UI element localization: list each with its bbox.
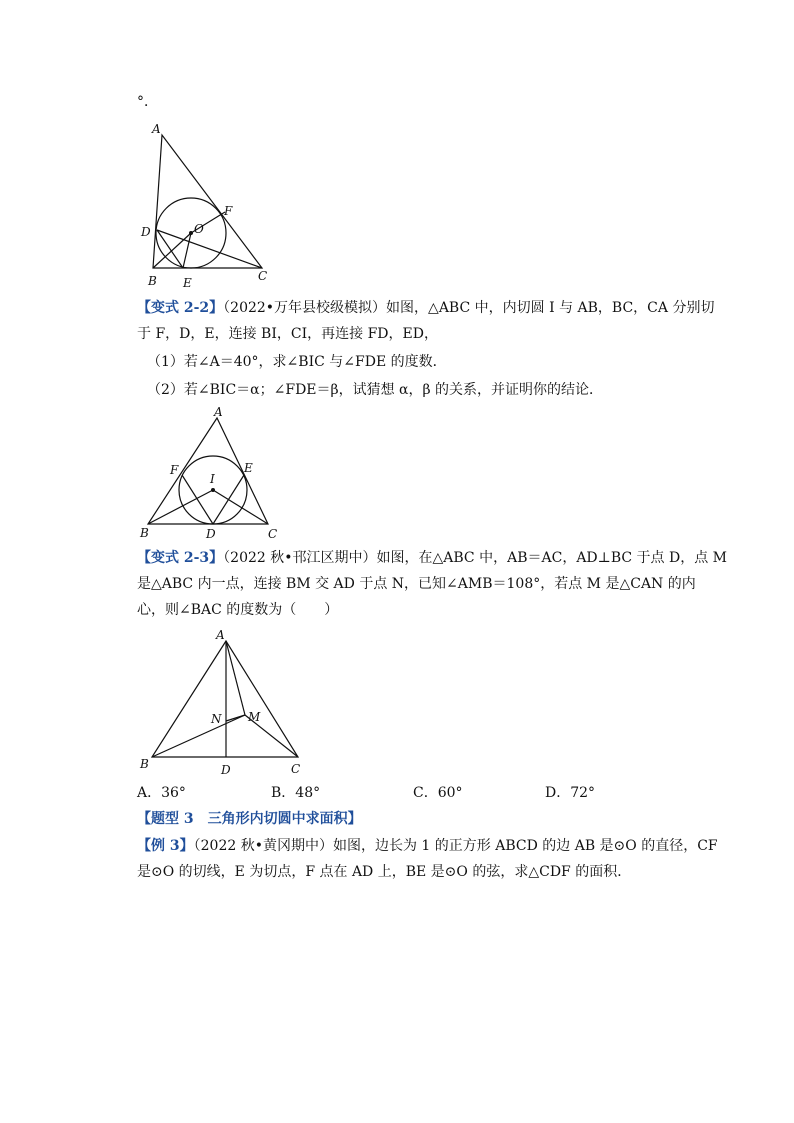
topic-3-heading: 【题型 3 三角形内切圆中求面积】 xyxy=(137,811,362,827)
variant-2-2-q1: （1）若∠A＝40°，求∠BIC 与∠FDE 的度数． xyxy=(147,354,447,370)
option-d[interactable]: D．72° xyxy=(545,785,596,801)
variant-2-3-line2: 是△ABC 内一点，连接 BM 交 AD 于点 N，已知∠AMB＝108°，若点 M 是△CAN 的内 xyxy=(137,576,696,592)
fig1-label-C: C xyxy=(258,269,268,283)
variant-2-3-line3: 心，则∠BAC 的度数为（ ） xyxy=(137,602,339,618)
fig2-label-A: A xyxy=(214,405,223,419)
fig1-label-D: D xyxy=(141,225,151,239)
fig2-label-C: C xyxy=(268,527,278,541)
fig1-label-E: E xyxy=(183,276,192,290)
example-3-line1: 【例 3】（2022 秋•黄冈期中）如图，边长为 1 的正方形 ABCD 的边 AB 是⊙O 的直径，CF xyxy=(137,838,718,854)
fig2-label-B: B xyxy=(140,526,149,540)
fig3-label-N: N xyxy=(211,712,222,726)
variant-2-2-q2: （2）若∠BIC＝α；∠FDE＝β，试猜想 α，β 的关系，并证明你的结论． xyxy=(147,382,604,398)
fig2-label-I: I xyxy=(210,472,215,486)
variant-2-3-line1: 【变式 2-3】（2022 秋•邗江区期中）如图，在△ABC 中，AB＝AC，AD⊥BC 于点 D，点 M xyxy=(137,550,727,566)
fig3-label-D: D xyxy=(221,763,231,777)
figure-3-isosceles xyxy=(138,627,313,777)
fig3-label-C: C xyxy=(291,762,301,776)
fig1-label-B: B xyxy=(148,274,157,288)
example-3-tag: 例 3 xyxy=(151,838,180,854)
fig1-label-A: A xyxy=(152,122,161,136)
fig2-label-F: F xyxy=(170,463,179,477)
fig3-label-M: M xyxy=(248,710,261,724)
variant-2-2-tag: 变式 2-2 xyxy=(151,300,210,316)
leftover-mark: °． xyxy=(137,94,158,110)
fig2-label-E: E xyxy=(244,461,253,475)
option-c[interactable]: C．60° xyxy=(413,785,463,801)
figure-2-incircle xyxy=(140,402,290,547)
fig3-label-A: A xyxy=(216,628,225,642)
variant-2-2-line2: 于 F，D，E，连接 BI，CI，再连接 FD，ED， xyxy=(137,326,438,342)
fig1-label-F: F xyxy=(224,204,233,218)
option-b[interactable]: B．48° xyxy=(271,785,321,801)
variant-2-3-tag: 变式 2-3 xyxy=(151,550,210,566)
fig2-label-D: D xyxy=(206,527,216,541)
figure-1-incircle xyxy=(140,120,280,290)
variant-2-2-line1: 【变式 2-2】（2022•万年县校级模拟）如图，△ABC 中，内切圆 I 与 AB，BC，CA 分别切 xyxy=(137,300,715,316)
fig3-label-B: B xyxy=(140,757,149,771)
option-a[interactable]: A．36° xyxy=(137,785,186,801)
fig1-label-O: O xyxy=(194,222,204,236)
example-3-line2: 是⊙O 的切线，E 为切点，F 点在 AD 上，BE 是⊙O 的弦，求△CDF 的面积． xyxy=(137,864,632,880)
